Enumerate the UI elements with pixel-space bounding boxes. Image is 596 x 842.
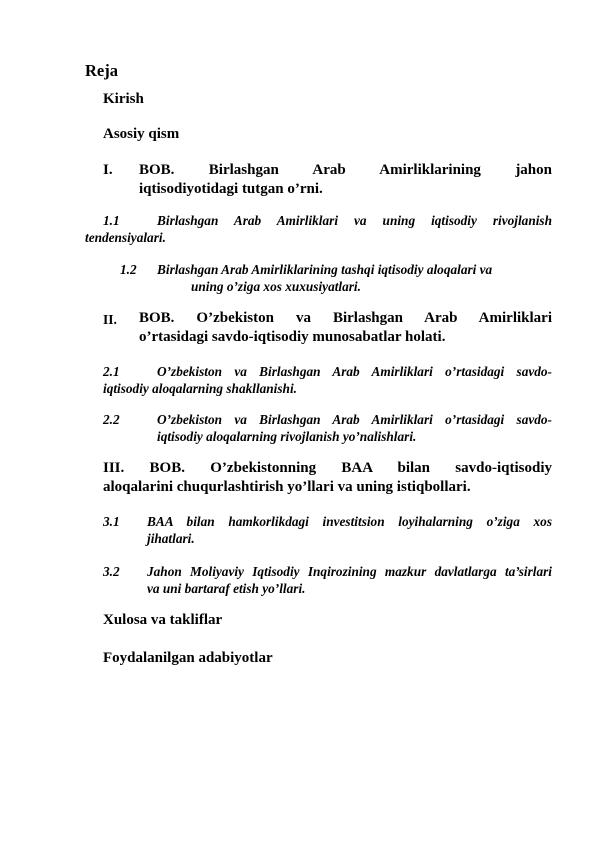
chapter-1-title-line2: iqtisodiyotidagi tutgan o’rni. xyxy=(139,181,323,197)
section-1-1-number: 1.1 xyxy=(103,213,120,228)
chapter-1-number: I. xyxy=(103,162,113,178)
section-1-2-line1: Birlashgan Arab Amirliklarining tashqi iqtisodiy aloqalari va xyxy=(157,262,493,277)
chapter-1-title-line1: BOB. Birlashgan Arab Amirliklarining jahon xyxy=(139,162,552,178)
toc-main-part: Asosiy qism xyxy=(103,126,180,142)
section-3-2-line1: Jahon Moliyaviy Iqtisodiy Inqirozining mazkur davlatlarga ta’sirlari xyxy=(147,564,552,579)
section-3-2-line2: va uni bartaraf etish yo’llari. xyxy=(147,581,306,596)
section-2-2-number: 2.2 xyxy=(103,412,120,427)
section-3-1-line1: BAA bilan hamkorlikdagi investitsion loyihalarning o’ziga xos xyxy=(147,514,552,529)
toc-intro: Kirish xyxy=(103,91,144,107)
section-2-2-line1: O’zbekiston va Birlashgan Arab Amirliklari o’rtasidagi savdo- xyxy=(157,412,552,427)
page-title: Reja xyxy=(85,61,118,80)
chapter-2-number: II. xyxy=(103,312,117,327)
chapter-3-title-line2: aloqalarini chuqurlashtirish yo’llari va uning istiqbollari. xyxy=(103,479,471,495)
section-1-1-line2: tendensiyalari. xyxy=(85,230,166,245)
chapter-3-title-line1: III. BOB. O’zbekistonning BAA bilan savdo-iqtisodiy xyxy=(103,460,552,476)
section-2-1-line2: iqtisodiy aloqalarning shakllanishi. xyxy=(103,381,297,396)
toc-references: Foydalanilgan adabiyotlar xyxy=(103,650,273,666)
toc-conclusion: Xulosa va takliflar xyxy=(103,612,223,628)
section-3-2-number: 3.2 xyxy=(103,564,120,579)
section-1-1-line1: Birlashgan Arab Amirliklari va uning iqtisodiy rivojlanish xyxy=(157,213,552,228)
chapter-2-title-line2: o’rtasidagi savdo-iqtisodiy munosabatlar holati. xyxy=(139,329,446,345)
section-3-1-line2: jihatlari. xyxy=(147,531,195,546)
section-2-1-line1: O’zbekiston va Birlashgan Arab Amirliklari o’rtasidagi savdo- xyxy=(157,364,552,379)
section-3-1-number: 3.1 xyxy=(103,514,120,529)
section-1-2-number: 1.2 xyxy=(120,262,137,277)
chapter-2-title-line1: BOB. O’zbekiston va Birlashgan Arab Amirliklari xyxy=(139,310,552,326)
section-2-1-number: 2.1 xyxy=(103,364,120,379)
section-2-2-line2: iqtisodiy aloqalarning rivojlanish yo’nalishlari. xyxy=(157,429,417,444)
section-1-2-line2: uning o’ziga xos xuxusiyatlari. xyxy=(191,279,361,294)
